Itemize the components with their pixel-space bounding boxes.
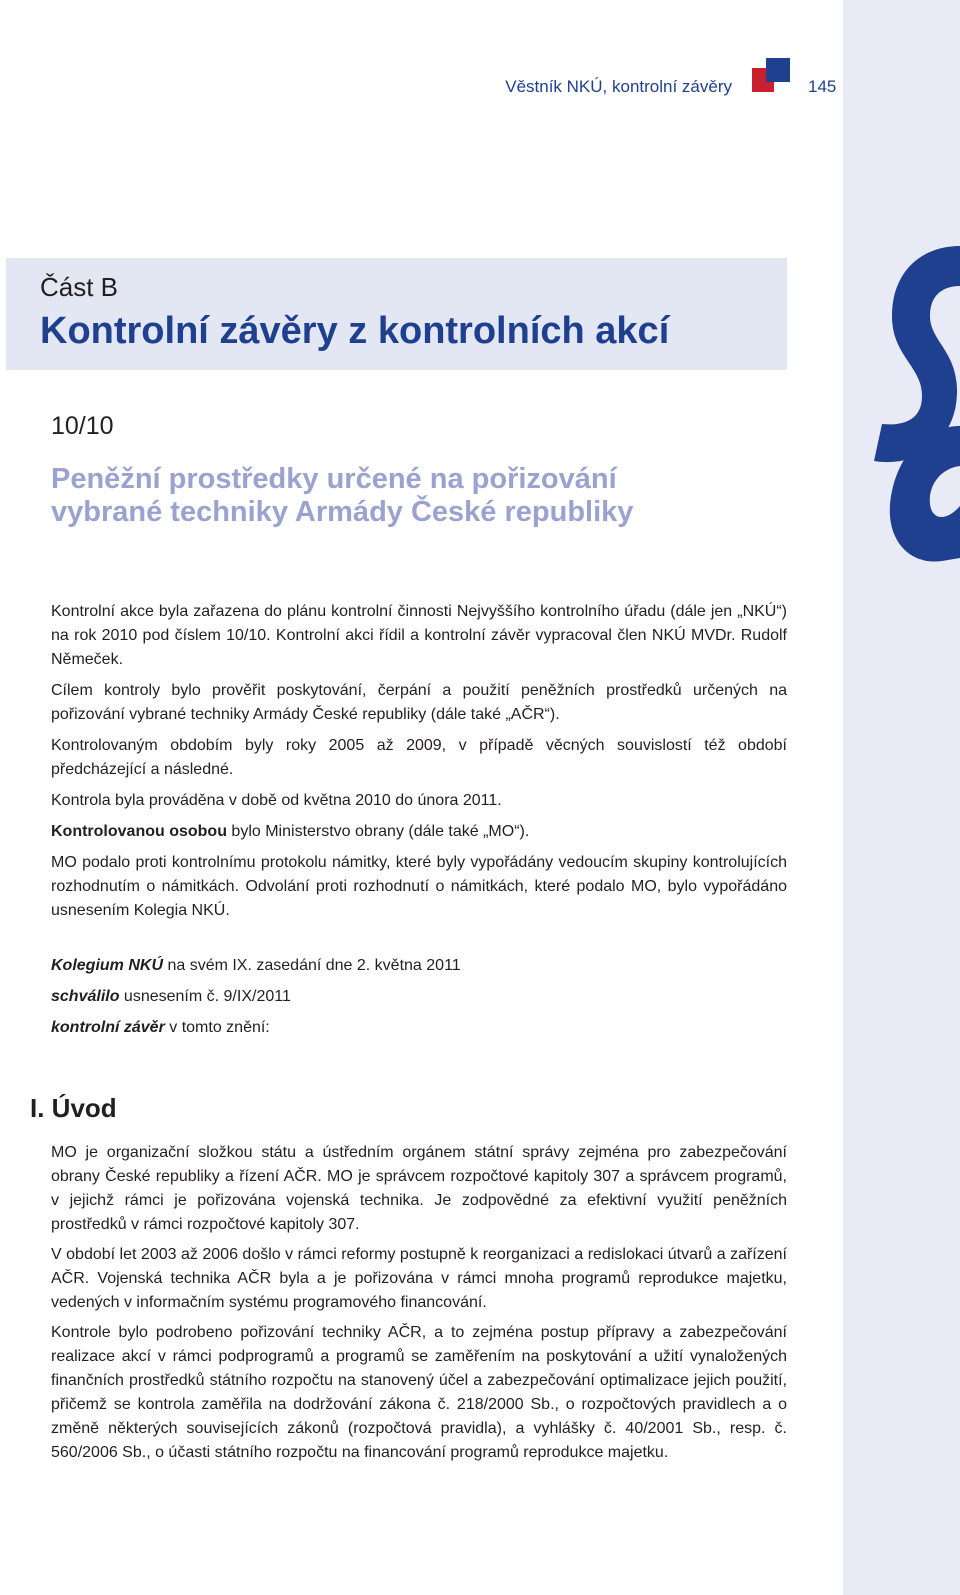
resolution-l2-bold: schválilo xyxy=(51,988,120,1005)
part-title: Kontrolní závěry z kontrolních akcí xyxy=(40,310,670,352)
intro-paragraph-6 xyxy=(51,851,787,923)
section-heading: I. Úvod xyxy=(30,1093,117,1123)
intro-p4: Kontrola byla prováděna v době od května 2010 do února 2011. xyxy=(51,792,502,809)
intro-paragraph-1 xyxy=(51,600,787,672)
intro-p6: MO podalo proti kontrolnímu protokolu námitky, které byly vypořádány vedoucím skupiny kontrolujících rozhodnutím o námitkách. Odvolání proti rozhodnutí o námitkách, které podalo MO, bylo vypořádáno usnesením Kolegia NKÚ. xyxy=(51,854,787,919)
sg-logo-mark xyxy=(862,246,960,576)
part-label: Část B xyxy=(40,272,119,302)
controlled-entity-label: Kontrolovanou osobou xyxy=(51,823,227,840)
resolution-l1-rest: na svém IX. zasedání dne 2. května 2011 xyxy=(163,957,461,974)
intro-p3: Kontrolovaným obdobím byly roky 2005 až 2009, v případě věcných souvislostí též období předcházející a následné. xyxy=(51,737,787,778)
intro-paragraph-4 xyxy=(51,789,787,813)
resolution-l1-bold: Kolegium NKÚ xyxy=(51,957,163,974)
resolution-l3-rest: v tomto znění: xyxy=(164,1019,270,1036)
section-paragraph-2 xyxy=(51,1243,787,1315)
action-title-line1: Peněžní prostředky určené na pořizování xyxy=(51,463,617,495)
resolution-l2-rest: usnesením č. 9/IX/2011 xyxy=(119,988,291,1005)
nku-logo xyxy=(752,58,790,96)
resolution-line-2 xyxy=(51,985,461,1009)
section-paragraph-1 xyxy=(51,1141,787,1237)
section-paragraph-3 xyxy=(51,1321,787,1465)
intro-p2: Cílem kontroly bylo prověřit poskytování, čerpání a použití peněžních prostředků určených na pořizování vybrané techniky Armády České republiky (dále také „AČR“). xyxy=(51,682,787,723)
section-p2: V období let 2003 až 2006 došlo v rámci reformy postupně k reorganizaci a redislokaci útvarů a zařízení AČR. Vojenská technika AČR byla a je pořizována v rámci mnoha programů reprodukce majetku, vedených v informačním systému programového financování. xyxy=(51,1246,787,1311)
action-title-line2: vybrané techniky Armády České republiky xyxy=(51,496,634,528)
controlled-entity-text: bylo Ministerstvo obrany (dále také „MO“). xyxy=(226,823,530,840)
intro-paragraph-2 xyxy=(51,679,787,727)
intro-paragraph-3 xyxy=(51,734,787,782)
intro-p1: Kontrolní akce byla zařazena do plánu kontrolní činnosti Nejvyššího kontrolního úřadu (dále jen „NKÚ“) na rok 2010 pod číslem 10/10. Kontrolní akci řídil a kontrolní závěr vypracoval člen NKÚ MVDr. Rudolf Němeček. xyxy=(51,603,787,668)
action-title xyxy=(51,463,633,529)
action-number: 10/10 xyxy=(51,412,114,440)
section-p1: MO je organizační složkou státu a ústředním orgánem státní správy zejména pro zabezpečování obrany České republiky a řízení AČR. MO je správcem rozpočtové kapitoly 307 a správcem programů, v jejichž rámci je pořizována vojenská technika. Je zodpovědné za efektivní využití peněžních prostředků v rámci rozpočtové kapitoly 307. xyxy=(51,1144,787,1233)
side-band xyxy=(843,0,960,1595)
resolution-line-3 xyxy=(51,1016,461,1040)
running-header: Věstník NKÚ, kontrolní závěry xyxy=(505,77,732,96)
resolution-block xyxy=(51,954,461,1047)
resolution-line-1 xyxy=(51,954,461,978)
page-number: 145 xyxy=(808,77,837,96)
intro-paragraph-5 xyxy=(51,820,787,844)
intro-p5 xyxy=(51,820,787,844)
resolution-l3-bold: kontrolní závěr xyxy=(51,1019,165,1036)
section-p3: Kontrole bylo podrobeno pořizování techniky AČR, a to zejména postup přípravy a zabezpečování realizace akcí v rámci podprogramů a programů se zaměřením na poskytování a užití vynaložených finančních prostředků státního rozpočtu na stanovený účel a zabezpečování optimalizace jejich použití, přičemž se kontrola zaměřila na dodržování zákona č. 218/2000 Sb., o rozpočtových pravidlech a o změně některých souvisejících zákonů (rozpočtová pravidla), a vyhlášky č. 40/2001 Sb., resp. č. 560/2006 Sb., o účasti státního rozpočtu na financování programů reprodukce majetku. xyxy=(51,1324,787,1461)
